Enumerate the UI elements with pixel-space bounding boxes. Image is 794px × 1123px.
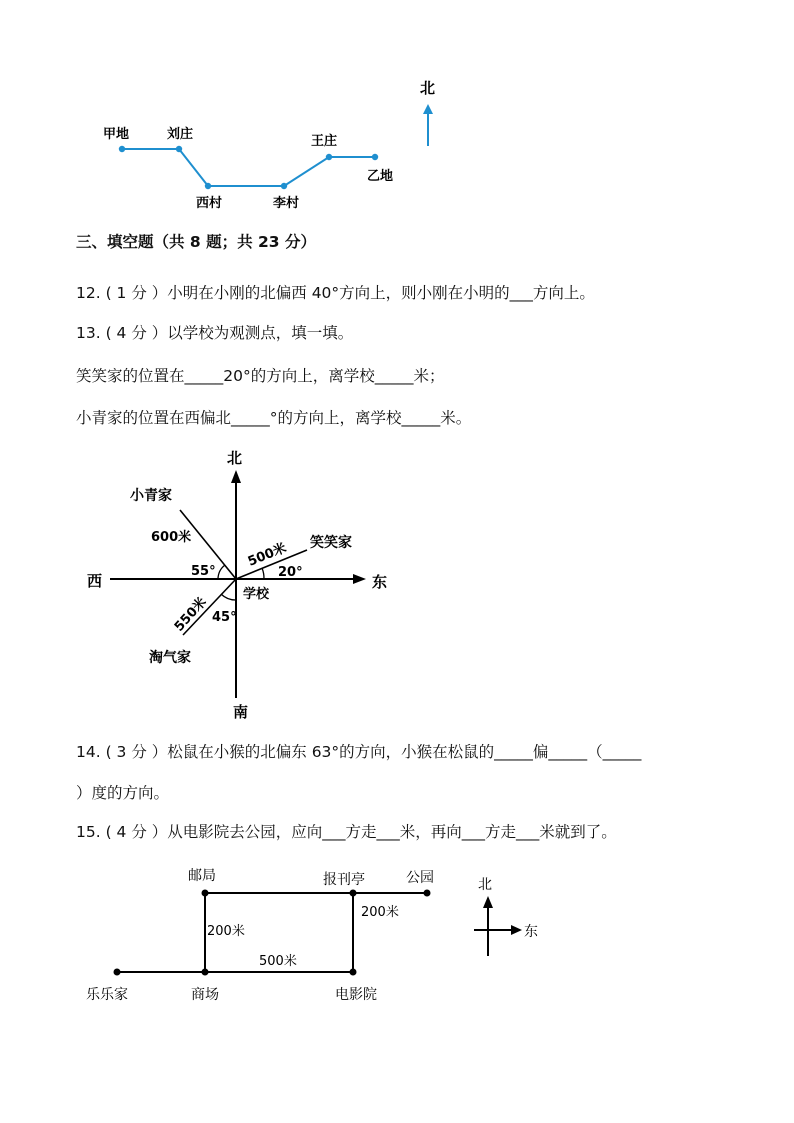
- west-label: 西: [87, 572, 103, 590]
- label-liuzhuang: 刘庄: [167, 127, 194, 142]
- question-15: 15. ( 4 分 ）从电影院去公园，应向___方走___米，再向___方走___米就到了。: [76, 823, 617, 841]
- question-14-line2: ）度的方向。: [76, 784, 170, 802]
- distance-right: 200米: [361, 905, 399, 920]
- label-gongyuan: 公园: [406, 870, 434, 886]
- point-gongyuan: [424, 890, 431, 897]
- point-dianyingyuan: [350, 969, 357, 976]
- compass-diagram: [0, 440, 794, 725]
- point-licun: [281, 183, 287, 189]
- point-baokanting: [350, 890, 357, 897]
- distance-left: 200米: [207, 924, 245, 939]
- compass-east-head: [511, 925, 522, 935]
- label-licun: 李村: [273, 196, 300, 211]
- point-shangchang: [202, 969, 209, 976]
- question-13-line2: 小青家的位置在西偏北_____°的方向上，离学校_____米。: [76, 409, 472, 427]
- xiaoqing-label: 小青家: [130, 488, 172, 504]
- point-xicun: [205, 183, 211, 189]
- arc-20: [262, 568, 264, 579]
- south-label: 南: [233, 703, 249, 721]
- point-jiadi: [119, 146, 125, 152]
- label-xicun: 西村: [196, 196, 223, 211]
- label-shangchang: 商场: [191, 987, 219, 1003]
- label-yidi: 乙地: [367, 169, 394, 184]
- point-yidi: [372, 154, 378, 160]
- north-arrow-head: [231, 470, 241, 483]
- east-label: 东: [372, 573, 388, 591]
- compass-east-label: 东: [524, 924, 538, 940]
- question-13: 13. ( 4 分 ）以学校为观测点，填一填。: [76, 324, 354, 342]
- label-youju: 邮局: [188, 868, 216, 884]
- point-lelejia: [114, 969, 121, 976]
- section-title: 三、填空题（共 8 题；共 23 分）: [76, 233, 316, 251]
- east-arrow-head: [353, 574, 366, 584]
- arc-45: [221, 594, 236, 600]
- north-label: 北: [420, 79, 436, 97]
- point-youju: [202, 890, 209, 897]
- taoqi-angle: 45°: [212, 610, 237, 625]
- arc-55: [218, 565, 225, 579]
- xiaoxiao-distance: 500米: [245, 540, 289, 570]
- question-13-line1: 笑笑家的位置在_____20°的方向上，离学校_____米；: [76, 367, 445, 385]
- compass-north-head: [483, 896, 493, 908]
- compass-north-label: 北: [478, 877, 492, 893]
- north-label: 北: [227, 449, 243, 467]
- school-label: 学校: [243, 587, 270, 602]
- xiaoxiao-angle: 20°: [278, 565, 303, 580]
- north-arrow-head: [423, 104, 433, 114]
- label-baokanting: 报刊亭: [323, 872, 365, 888]
- point-liuzhuang: [176, 146, 182, 152]
- route-map: [0, 60, 794, 220]
- label-jiadi: 甲地: [103, 127, 130, 142]
- xiaoqing-angle: 55°: [191, 564, 216, 579]
- taoqi-label: 淘气家: [149, 650, 191, 666]
- route-line: [122, 149, 375, 186]
- label-dianyingyuan: 电影院: [335, 987, 377, 1003]
- xiaoqing-distance: 600米: [151, 530, 192, 545]
- xiaoxiao-label: 笑笑家: [310, 535, 352, 551]
- taoqi-distance: 550米: [171, 594, 210, 635]
- question-14-line1: 14. ( 3 分 ）松鼠在小猴的北偏东 63°的方向，小猴在松鼠的_____偏_____（_____: [76, 743, 642, 761]
- label-wangzhuang: 王庄: [311, 134, 338, 149]
- route-map-2: [0, 860, 794, 1010]
- point-wangzhuang: [326, 154, 332, 160]
- label-lelejia: 乐乐家: [86, 987, 128, 1003]
- distance-bottom: 500米: [259, 954, 297, 969]
- question-12: 12. ( 1 分 ）小明在小刚的北偏西 40°方向上，则小刚在小明的___方向上。: [76, 284, 595, 302]
